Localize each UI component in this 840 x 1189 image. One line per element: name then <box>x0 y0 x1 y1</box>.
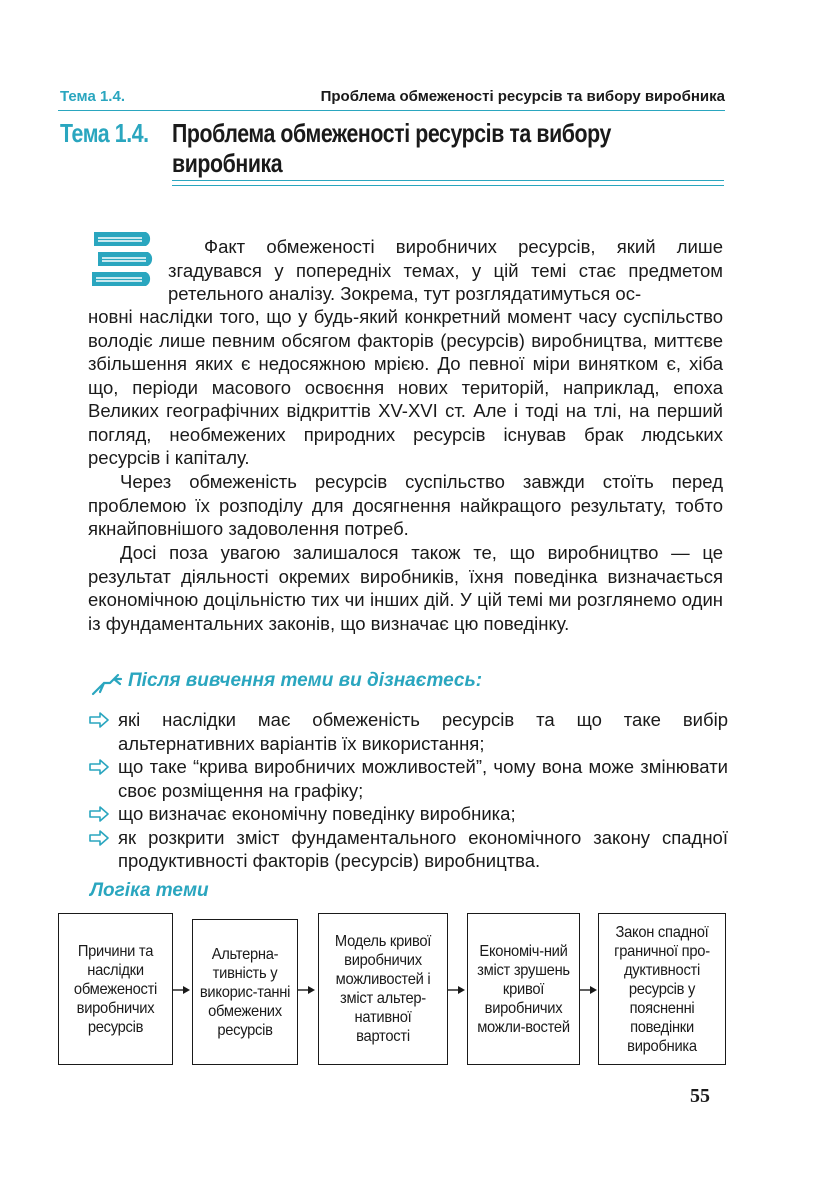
list-item: які наслідки має обмеженість ресурсів та що таке вибір альтернативних варіантів їх використання; <box>88 708 728 755</box>
flow-box-ppf-shifts: Економіч-ний зміст зрушень кривої виробничих можли-востей <box>467 913 580 1065</box>
topic-number: Тема 1.4. <box>60 118 149 148</box>
intro-paragraph-start: Факт обмеженості виробничих ресурсів, який лише згадувався у попередніх темах, у цій темі стає предметом ретельного аналізу. Зокрема, тут розглядатимуться ос- <box>168 236 723 304</box>
flow-arrow-icon <box>448 985 466 995</box>
arrow-right-icon <box>88 759 110 775</box>
flow-box-alternatives: Альтерна-тивність у викорис-танні обмежених ресурсів <box>192 919 298 1065</box>
running-header-title: Проблема обмеженості ресурсів та вибору виробника <box>320 88 725 105</box>
flow-box-causes: Причини та наслідки обмеженості виробничих ресурсів <box>58 913 173 1065</box>
flow-arrow-icon <box>173 985 191 995</box>
list-item: як розкрити зміст фундаментального економічного закону спадної продуктивності факторів (ресурсів) виробництва. <box>88 826 728 873</box>
intro-paragraph-2: Через обмеженість ресурсів суспільство завжди стоїть перед проблемою їх розподілу для досягнення найкращого результату, тобто якнайповнішого задоволення потреб. <box>88 471 723 539</box>
learn-list <box>88 708 728 873</box>
arrow-right-icon <box>88 830 110 846</box>
arrow-right-icon <box>88 806 110 822</box>
title-underline-second <box>172 185 724 186</box>
running-header-topic: Тема 1.4. <box>60 88 125 105</box>
list-item: що таке “крива виробничих можливостей”, чому вона може змінювати своє розміщення на графіку; <box>88 755 728 802</box>
arrow-right-icon <box>88 712 110 728</box>
flow-arrow-icon <box>580 985 598 995</box>
books-icon <box>88 228 160 296</box>
intro-paragraph-3: Досі поза увагою залишалося також те, що виробництво — це результат діяльності окремих виробників, їхня поведінка визначається економічною доцільністю тих чи інших дій. У цій темі ми розглянемо один із фундаментальних законів, що визначає цю поведінку. <box>88 542 723 634</box>
page-title: Проблема обмеженості ресурсів та вибору виробника <box>172 118 611 178</box>
intro-paragraph-rest: новні наслідки того, що у будь-який конкретний момент часу суспільство володіє лише певним обсягом факторів (ресурсів) виробництва, миттєве збільшення яких є недосяжною мрією. До певної міри винятком є, хіба що, періоди масового освоєння нових територій, наприклад, епоха Великих географічних відкриттів XV-XVI ст. Але і тоді на тлі, на перший погляд, необмежених природних ресурсів існував брак людських ресурсів і капіталу. <box>88 306 723 468</box>
pointing-hand-icon <box>90 672 124 698</box>
title-underline <box>172 180 724 181</box>
logic-heading: Логіка теми <box>90 880 209 901</box>
learn-heading: Після вивчення теми ви дізнаєтесь: <box>128 670 483 691</box>
list-item: що визначає економічну поведінку виробника; <box>88 802 728 826</box>
flow-arrow-icon <box>298 985 316 995</box>
flow-box-diminishing-returns: Закон спадної граничної про-дуктивності ресурсів у поясненні поведінки виробника <box>598 913 726 1065</box>
flow-box-ppf-model: Модель кривої виробничих можливостей і зміст альтер-нативної вартості <box>318 913 448 1065</box>
header-divider <box>58 110 725 111</box>
page-number: 55 <box>690 1085 710 1107</box>
